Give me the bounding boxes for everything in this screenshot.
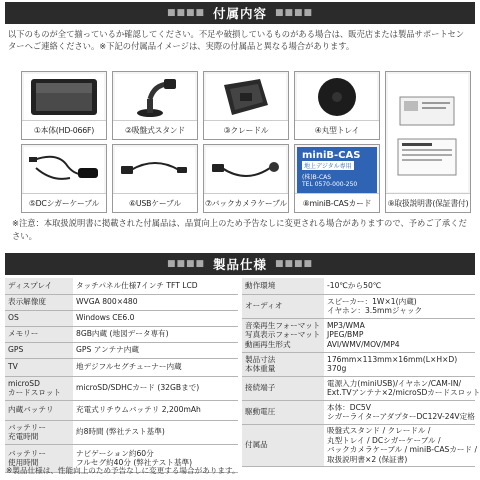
spec-key: TV: [5, 358, 73, 376]
spec-value-line: 吸盤式スタンド / クレードル /: [327, 426, 431, 435]
accessory-card-round-tray: [294, 71, 380, 140]
accessories-section-header: ■■■■ 付属内容 ■■■■: [5, 2, 475, 24]
spec-value-line: 約8時間 (弊社テスト基準): [76, 427, 165, 437]
spec-value: [324, 400, 475, 424]
spec-key: 駆動電圧: [242, 400, 324, 424]
spec-footnote: ※製品仕様は、性能向上のため予告なしに変更する場合があります。: [6, 466, 240, 475]
spec-value: [73, 376, 238, 400]
spec-value: [73, 278, 238, 294]
spec-key: GPS: [5, 342, 73, 358]
spec-value-line: Ext.TVアンテナ×2/microSDカードスロット: [327, 388, 480, 397]
accessory-label: ⑧miniB-CASカード: [295, 193, 379, 212]
spec-value-line: microSD/SDHCカード (32GBまで): [76, 383, 200, 393]
spec-row: [242, 278, 475, 294]
spec-value-line: -10℃から50℃: [327, 281, 382, 290]
spec-value-line: 370g: [327, 364, 347, 373]
accessory-label: ④丸型トレイ: [295, 120, 379, 139]
spec-key: オーディオ: [242, 294, 324, 318]
accessory-card-suction-stand: [112, 71, 198, 140]
spec-key: 接続端子: [242, 376, 324, 400]
spec-section-header: ■■■■ 製品仕様 ■■■■: [5, 253, 475, 275]
spec-value-line: イヤホン：3.5mmジャック: [327, 306, 423, 315]
spec-value: [73, 420, 238, 444]
spec-value-line: 電源入力(miniUSB)/イヤホン/CAM-IN/: [327, 378, 462, 388]
spec-value: [324, 278, 475, 294]
accessory-card-manual: [385, 71, 471, 213]
accessory-label: ①本体(HD-066F): [22, 120, 106, 139]
accessory-label: ⑤DCシガーケーブル: [22, 193, 106, 212]
round-tray-icon: [312, 75, 362, 119]
spec-value: [324, 376, 480, 400]
spec-row: [242, 400, 475, 424]
manual-icon: [390, 85, 466, 181]
camera-cable-icon: [208, 150, 284, 190]
spec-value-line: 充電式リチウムバッテリ 2,200mAh: [76, 405, 201, 415]
spec-title: 製品仕様: [212, 257, 267, 272]
spec-value-line: 本体：DC5V: [327, 402, 371, 412]
accessory-card-usb-cable: [112, 144, 198, 213]
spec-row: [5, 376, 238, 400]
spec-value: [324, 352, 475, 376]
spec-key: 内蔵バッテリ: [5, 400, 73, 420]
spec-row: [5, 358, 238, 376]
spec-value: [73, 358, 238, 376]
spec-value-line: 8GB内蔵 (地図データ専有): [76, 329, 169, 339]
spec-value-line: WVGA 800×480: [76, 297, 138, 307]
spec-key: メモリー: [5, 326, 73, 342]
spec-row: [5, 342, 238, 358]
spec-key: バッテリー 使用時間: [5, 444, 73, 472]
spec-value-line: 176mm×113mm×16mm(L×H×D): [327, 354, 458, 364]
spec-value: [73, 326, 238, 342]
accessory-card-main-unit: [21, 71, 107, 140]
accessory-label: ⑥USBケーブル: [113, 193, 197, 212]
accessory-card-cradle: [203, 71, 289, 140]
spec-value: [324, 424, 478, 466]
spec-value-line: GPS アンテナ内蔵: [76, 345, 139, 355]
spec-value-line: タッチパネル仕様7インチ TFT LCD: [76, 281, 198, 290]
cradle-icon: [216, 75, 276, 119]
spec-key: 音楽再生フォーマット 写真表示フォーマット 動画再生形式: [242, 318, 324, 352]
spec-value-line: スピーカー：1W×1(内蔵): [327, 296, 417, 306]
spec-row: [5, 278, 238, 294]
bcas-card-sub: 地上デジタル専用: [302, 161, 354, 170]
spec-value: [324, 318, 475, 352]
spec-value-line: バックカメラケーブル / miniB-CASカード /: [327, 445, 478, 454]
spec-table-right: [242, 278, 480, 467]
spec-table-left: [5, 278, 238, 473]
spec-value-line: シガーライターアダプターDC12V-24V定格: [327, 412, 475, 421]
accessory-label: ⑦バックカメラケーブル: [204, 193, 288, 212]
spec-value: [73, 400, 238, 420]
spec-row: [5, 294, 238, 310]
spec-key: OS: [5, 310, 73, 326]
tablet-device-icon: [29, 76, 99, 118]
spec-row: [5, 420, 238, 444]
dc-cable-icon: [26, 148, 102, 192]
intro-text: 以下のものが全て揃っているか確認してください。不足や破損しているものがある場合は、販売店または製品サポートセンターへご連絡ください。※下記の付属品イメージは、実際の付属品と異なる場合があります。: [8, 29, 465, 51]
spec-row: [5, 326, 238, 342]
spec-value-line: ナビゲーション約60分: [76, 448, 154, 458]
accessories-title: 付属内容: [212, 6, 267, 21]
spec-value: [73, 294, 238, 310]
spec-key: バッテリー 充電時間: [5, 420, 73, 444]
accessory-card-bcas: [294, 144, 380, 213]
usb-cable-icon: [117, 150, 193, 190]
spec-value-line: フルセグ約40分 (弊社テスト基準): [76, 458, 193, 467]
spec-key: ディスプレイ: [5, 278, 73, 294]
accessory-label: ③クレードル: [204, 120, 288, 139]
spec-value: [73, 342, 238, 358]
bcas-card-corp: (株)B-CAS: [302, 174, 332, 181]
spec-key: 付属品: [242, 424, 324, 466]
spec-value: [324, 294, 475, 318]
bcas-card-name: miniB-CAS: [302, 150, 361, 161]
spec-key: 動作環境: [242, 278, 324, 294]
spec-value-line: Windows CE6.0: [76, 313, 135, 323]
spec-row: [242, 376, 475, 400]
spec-value-line: MP3/WMA: [327, 320, 365, 330]
spec-row: [5, 400, 238, 420]
accessory-label: ②吸盤式スタンド: [113, 120, 197, 139]
spec-value: [73, 310, 238, 326]
spec-value-line: AVI/WMV/MOV/MP4: [327, 339, 400, 349]
accessory-note: ※注意：本取扱説明書に掲載された付属品は、品質向上のため予告なしに変更される場合がありますので、予めご了承ください。: [12, 218, 467, 241]
spec-key: 表示解像度: [5, 294, 73, 310]
accessory-card-camera-cable: [203, 144, 289, 213]
spec-row: [242, 318, 475, 352]
spec-value-line: 丸型トレイ / DCシガーケーブル /: [327, 435, 441, 445]
suction-stand-icon: [120, 75, 190, 119]
spec-value-line: 取扱説明書×2 (保証書): [327, 454, 408, 464]
spec-row: [242, 424, 475, 466]
spec-value-line: 地デジフルセグチューナー内蔵: [76, 362, 182, 372]
bcas-card-tel: TEL 0570-000-250: [302, 181, 358, 188]
accessory-label: ⑨取扱説明書(保証書付): [386, 193, 470, 212]
spec-value-line: JPEG/BMP: [327, 330, 364, 340]
spec-row: [5, 310, 238, 326]
spec-row: [242, 352, 475, 376]
spec-key: microSD カードスロット: [5, 376, 73, 400]
spec-key: 製品寸法 本体重量: [242, 352, 324, 376]
accessory-card-dc-cable: [21, 144, 107, 213]
spec-row: [242, 294, 475, 318]
